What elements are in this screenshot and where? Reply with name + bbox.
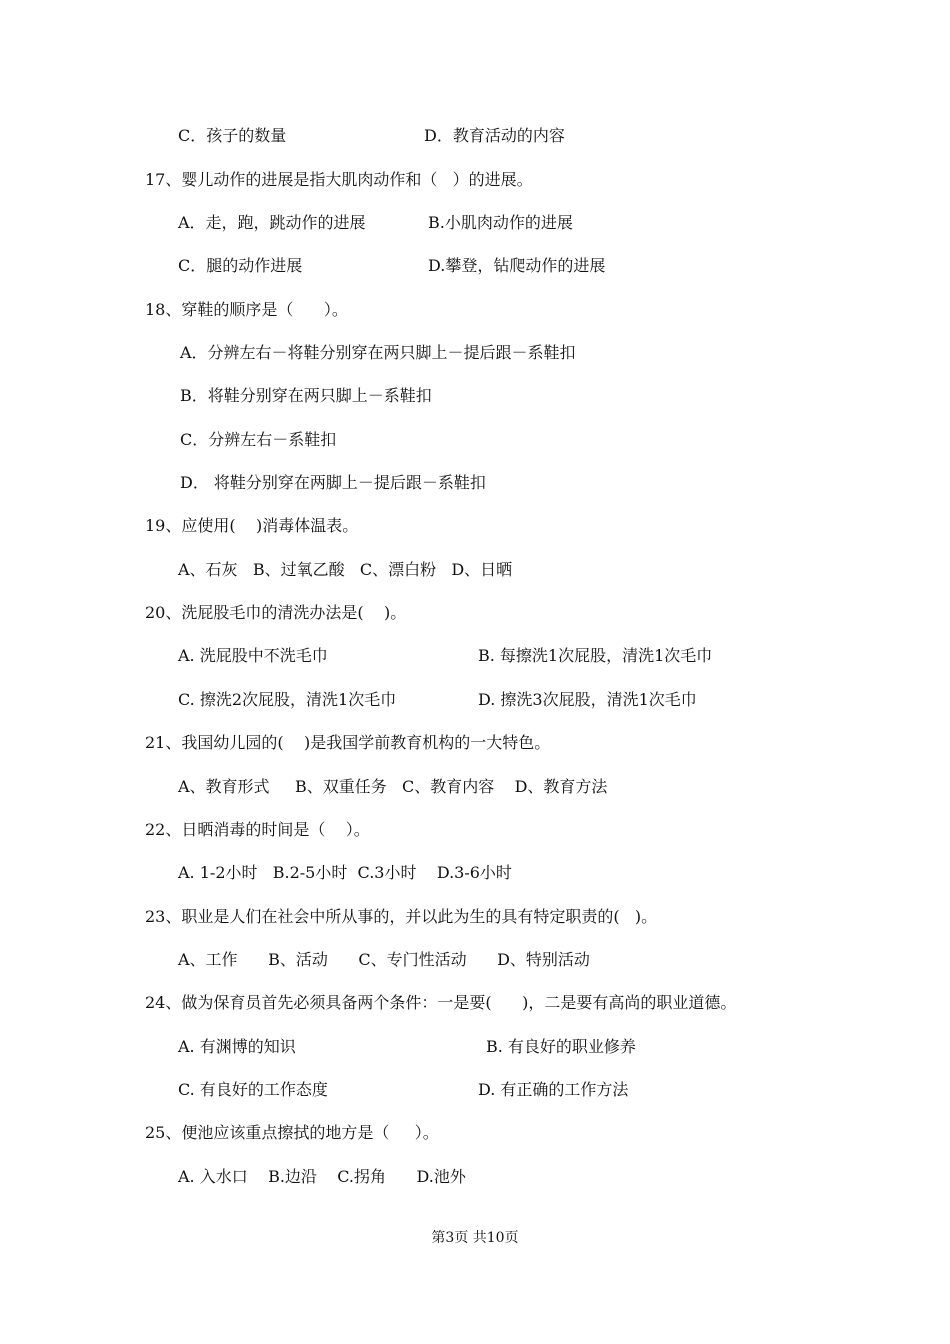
q21-options: A、教育形式 B、双重任务 C、教育内容 D、教育方法 <box>178 777 608 796</box>
question-17: 17、婴儿动作的进展是指大肌肉动作和（ ）的进展。 <box>145 170 533 189</box>
option-b: B. 每擦洗1次屁股，清洗1次毛巾 <box>478 646 713 665</box>
q16-options-row-2 <box>0 124 565 148</box>
q23-options: A、工作 B、活动 C、专门性活动 D、特别活动 <box>178 950 590 969</box>
option-c: C. 擦洗2次屁股，清洗1次毛巾 <box>178 690 397 709</box>
option-b: B.小肌肉动作的进展 <box>428 213 573 232</box>
question-20: 20、洗屁股毛巾的清洗办法是( )。 <box>145 603 407 622</box>
q18-option-d: D． 将鞋分别穿在两脚上－提后跟－系鞋扣 <box>180 473 486 492</box>
question-19: 19、应使用( )消毒体温表。 <box>145 516 359 535</box>
question-23: 23、职业是人们在社会中所从事的，并以此为生的具有特定职责的( )。 <box>145 907 658 926</box>
q17-options-row-1 <box>0 211 573 235</box>
question-24: 24、做为保育员首先必须具备两个条件：一是要( )，二是要有高尚的职业道德。 <box>145 993 737 1012</box>
option-c: C. 有良好的工作态度 <box>178 1080 328 1099</box>
option-c: C．腿的动作进展 <box>178 256 303 275</box>
q24-options-row-1 <box>0 1035 636 1059</box>
option-a: A. 洗屁股中不洗毛巾 <box>178 646 328 665</box>
q18-option-c: C．分辨左右－系鞋扣 <box>180 430 337 449</box>
q19-options: A、石灰 B、过氧乙酸 C、漂白粉 D、日晒 <box>178 560 513 579</box>
question-25: 25、便池应该重点擦拭的地方是（ ）。 <box>145 1123 439 1142</box>
option-a: A．走，跑，跳动作的进展 <box>178 213 366 232</box>
option-a: A. 有渊博的知识 <box>178 1037 296 1056</box>
page-footer: 第3页 共10页 <box>431 1230 519 1246</box>
q18-option-a: A．分辨左右－将鞋分别穿在两只脚上－提后跟－系鞋扣 <box>180 343 576 362</box>
question-21: 21、我国幼儿园的( )是我国学前教育机构的一大特色。 <box>145 733 551 752</box>
option-d: D．教育活动的内容 <box>424 126 565 145</box>
option-b: B. 有良好的职业修养 <box>486 1037 636 1056</box>
q22-options: A. 1-2小时 B.2-5小时 C.3小时 D.3-6小时 <box>178 863 512 882</box>
option-d: D.攀登，钻爬动作的进展 <box>428 256 606 275</box>
q17-options-row-2 <box>0 254 606 278</box>
q20-options-row-1 <box>0 644 713 668</box>
option-c: C．孩子的数量 <box>178 126 287 145</box>
q24-options-row-2 <box>0 1078 629 1102</box>
question-22: 22、日晒消毒的时间是（ ）。 <box>145 820 370 839</box>
q18-option-b: B．将鞋分别穿在两只脚上－系鞋扣 <box>180 386 432 405</box>
question-18: 18、穿鞋的顺序是（ ）。 <box>145 300 348 319</box>
q25-options: A. 入水口 B.边沿 C.拐角 D.池外 <box>178 1167 466 1186</box>
option-d: D. 擦洗3次屁股，清洗1次毛巾 <box>478 690 697 709</box>
option-d: D. 有正确的工作方法 <box>478 1080 629 1099</box>
q20-options-row-2 <box>0 688 697 712</box>
